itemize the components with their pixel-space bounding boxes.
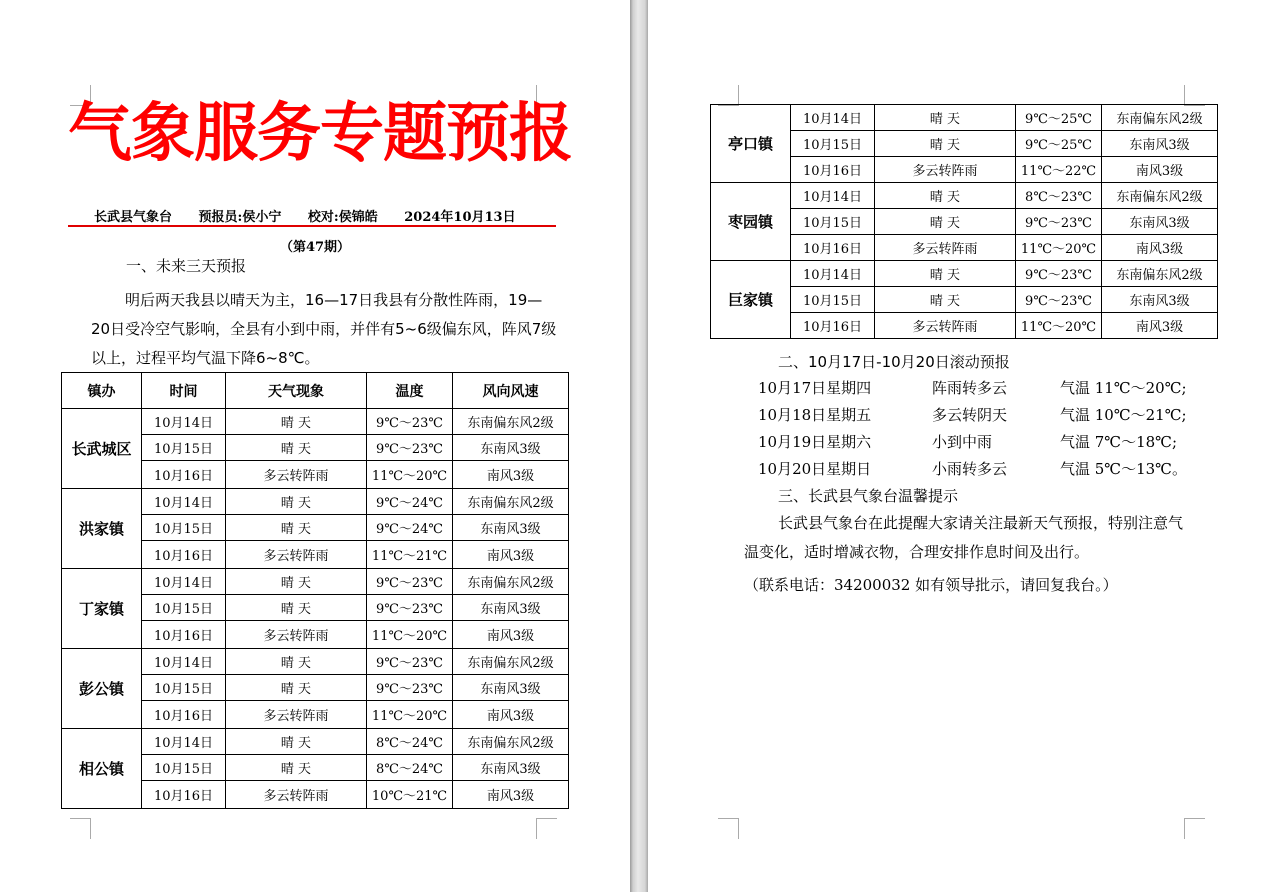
crop-mark — [1184, 85, 1205, 106]
weather-cell: 晴 天 — [226, 729, 367, 755]
weather-cell: 晴 天 — [875, 183, 1016, 209]
forecast-day: 10月19日星期六 — [758, 433, 872, 451]
temperature-cell: 11℃～20℃ — [367, 621, 453, 649]
temperature-cell: 9℃～24℃ — [367, 489, 453, 515]
weather-cell: 晴 天 — [226, 435, 367, 461]
forecast-weather: 小雨转多云 — [932, 460, 1008, 478]
table-row — [62, 489, 569, 515]
date-cell: 10月14日 — [142, 409, 226, 435]
wind-cell: 南风3级 — [1102, 235, 1218, 261]
date-cell: 10月14日 — [142, 649, 226, 675]
temperature-cell: 11℃～22℃ — [1016, 157, 1102, 183]
weather-cell: 多云转阵雨 — [226, 701, 367, 729]
temperature-cell: 9℃～23℃ — [367, 595, 453, 621]
weather-cell: 晴 天 — [875, 261, 1016, 287]
weather-cell: 晴 天 — [875, 287, 1016, 313]
date-cell: 10月15日 — [142, 595, 226, 621]
table-row — [62, 569, 569, 595]
crop-mark — [536, 818, 557, 839]
temperature-cell: 9℃～24℃ — [367, 515, 453, 541]
temperature-cell: 9℃～23℃ — [367, 435, 453, 461]
date-cell: 10月14日 — [142, 569, 226, 595]
weather-cell: 多云转阵雨 — [226, 541, 367, 569]
wind-cell: 东南偏东风2级 — [453, 569, 569, 595]
table-row — [711, 183, 1218, 209]
wind-cell: 东南偏东风2级 — [1102, 105, 1218, 131]
wind-cell: 南风3级 — [1102, 313, 1218, 339]
contact-note: （联系电话：34200032 如有领导批示，请回复我台。） — [744, 576, 1118, 594]
rolling-forecast-item — [758, 404, 1198, 424]
temperature-cell: 11℃～21℃ — [367, 541, 453, 569]
section3-paragraph: 长武县气象台在此提醒大家请关注最新天气预报，特别注意气温变化，适时增减衣物，合理安排作息时间及出行。 — [744, 514, 1184, 561]
temperature-cell: 9℃～23℃ — [1016, 287, 1102, 313]
temperature-cell: 10℃～21℃ — [367, 781, 453, 809]
header-town: 镇办 — [62, 373, 142, 409]
temperature-cell: 9℃～23℃ — [367, 569, 453, 595]
crop-mark — [1184, 818, 1205, 839]
forecast-temperature: 气温 5℃～13℃。 — [1060, 460, 1187, 478]
byline-date: 2024年10月13日 — [404, 210, 516, 225]
weather-cell: 晴 天 — [875, 131, 1016, 157]
date-cell: 10月16日 — [142, 781, 226, 809]
town-name: 长武城区 — [62, 409, 142, 489]
header-weather: 天气现象 — [226, 373, 367, 409]
table-row — [711, 105, 1218, 131]
wind-cell: 东南偏东风2级 — [453, 649, 569, 675]
byline — [94, 206, 538, 225]
weather-cell: 晴 天 — [226, 675, 367, 701]
forecast-temperature: 气温 7℃～18℃; — [1060, 433, 1178, 451]
town-name: 洪家镇 — [62, 489, 142, 569]
wind-cell: 东南偏东风2级 — [453, 729, 569, 755]
rolling-forecast-item — [758, 458, 1198, 478]
town-name: 枣园镇 — [711, 183, 791, 261]
wind-cell: 东南风3级 — [453, 595, 569, 621]
wind-cell: 东南偏东风2级 — [453, 409, 569, 435]
date-cell: 10月15日 — [791, 287, 875, 313]
page-gutter — [630, 0, 648, 892]
temperature-cell: 9℃～25℃ — [1016, 105, 1102, 131]
temperature-cell: 9℃～23℃ — [1016, 261, 1102, 287]
forecast-table-part1 — [61, 372, 569, 809]
wind-cell: 东南风3级 — [1102, 209, 1218, 235]
table-row — [711, 261, 1218, 287]
header-date: 时间 — [142, 373, 226, 409]
town-name: 丁家镇 — [62, 569, 142, 649]
date-cell: 10月14日 — [142, 729, 226, 755]
weather-cell: 多云转阵雨 — [875, 313, 1016, 339]
red-rule — [68, 225, 556, 227]
date-cell: 10月16日 — [142, 701, 226, 729]
date-cell: 10月14日 — [791, 261, 875, 287]
date-cell: 10月16日 — [791, 157, 875, 183]
forecast-day: 10月18日星期五 — [758, 406, 872, 424]
temperature-cell: 8℃～23℃ — [1016, 183, 1102, 209]
byline-agency: 长武县气象台 — [94, 210, 173, 225]
table-row — [62, 649, 569, 675]
weather-cell: 多云转阵雨 — [226, 621, 367, 649]
wind-cell: 南风3级 — [453, 701, 569, 729]
table-row — [62, 729, 569, 755]
date-cell: 10月15日 — [791, 209, 875, 235]
weather-cell: 晴 天 — [226, 515, 367, 541]
weather-cell: 晴 天 — [875, 105, 1016, 131]
date-cell: 10月15日 — [142, 515, 226, 541]
wind-cell: 东南风3级 — [1102, 287, 1218, 313]
temperature-cell: 9℃～23℃ — [1016, 209, 1102, 235]
date-cell: 10月16日 — [142, 621, 226, 649]
forecast-weather: 阵雨转多云 — [932, 379, 1008, 397]
town-name: 亭口镇 — [711, 105, 791, 183]
temperature-cell: 11℃～20℃ — [367, 461, 453, 489]
weather-cell: 多云转阵雨 — [875, 235, 1016, 261]
date-cell: 10月16日 — [791, 313, 875, 339]
wind-cell: 东南风3级 — [453, 515, 569, 541]
table-header-row — [62, 373, 569, 409]
section1-heading: 一、未来三天预报 — [126, 257, 247, 275]
forecast-weather: 小到中雨 — [932, 433, 993, 451]
temperature-cell: 11℃～20℃ — [1016, 235, 1102, 261]
weather-cell: 晴 天 — [226, 755, 367, 781]
rolling-forecast-item — [758, 431, 1198, 451]
wind-cell: 东南风3级 — [1102, 131, 1218, 157]
wind-cell: 南风3级 — [453, 541, 569, 569]
wind-cell: 南风3级 — [453, 781, 569, 809]
wind-cell: 南风3级 — [453, 621, 569, 649]
date-cell: 10月16日 — [142, 461, 226, 489]
crop-mark — [718, 85, 739, 106]
issue-number: （第47期） — [279, 240, 351, 255]
temperature-cell: 11℃～20℃ — [1016, 313, 1102, 339]
weather-cell: 多云转阵雨 — [875, 157, 1016, 183]
date-cell: 10月16日 — [791, 235, 875, 261]
date-cell: 10月15日 — [142, 755, 226, 781]
forecast-day: 10月20日星期日 — [758, 460, 872, 478]
weather-cell: 晴 天 — [875, 209, 1016, 235]
weather-cell: 多云转阵雨 — [226, 781, 367, 809]
temperature-cell: 9℃～23℃ — [367, 409, 453, 435]
town-name: 巨家镇 — [711, 261, 791, 339]
forecast-weather: 多云转阴天 — [932, 406, 1008, 424]
weather-cell: 晴 天 — [226, 649, 367, 675]
temperature-cell: 11℃～20℃ — [367, 701, 453, 729]
wind-cell: 东南偏东风2级 — [1102, 261, 1218, 287]
date-cell: 10月15日 — [142, 675, 226, 701]
wind-cell: 南风3级 — [1102, 157, 1218, 183]
weather-cell: 晴 天 — [226, 595, 367, 621]
wind-cell: 东南偏东风2级 — [1102, 183, 1218, 209]
forecast-table-part2 — [710, 104, 1218, 339]
temperature-cell: 9℃～23℃ — [367, 649, 453, 675]
wind-cell: 东南风3级 — [453, 435, 569, 461]
temperature-cell: 8℃～24℃ — [367, 729, 453, 755]
forecast-temperature: 气温 10℃～21℃; — [1060, 406, 1187, 424]
table-row — [62, 409, 569, 435]
town-name: 彭公镇 — [62, 649, 142, 729]
section3-heading: 三、长武县气象台温馨提示 — [778, 487, 959, 505]
date-cell: 10月14日 — [791, 105, 875, 131]
temperature-cell: 9℃～23℃ — [367, 675, 453, 701]
date-cell: 10月15日 — [142, 435, 226, 461]
date-cell: 10月15日 — [791, 131, 875, 157]
section1-paragraph: 明后两天我县以晴天为主，16—17日我县有分散性阵雨，19—20日受冷空气影响，全县有小到中雨，并伴有5~6级偏东风，阵风7级以上，过程平均气温下降6~8℃。 — [91, 291, 557, 367]
town-name: 相公镇 — [62, 729, 142, 809]
forecast-temperature: 气温 11℃～20℃; — [1060, 379, 1187, 397]
date-cell: 10月14日 — [142, 489, 226, 515]
weather-cell: 晴 天 — [226, 489, 367, 515]
header-wind: 风向风速 — [453, 373, 569, 409]
crop-mark — [718, 818, 739, 839]
temperature-cell: 9℃～25℃ — [1016, 131, 1102, 157]
weather-cell: 晴 天 — [226, 409, 367, 435]
temperature-cell: 8℃～24℃ — [367, 755, 453, 781]
wind-cell: 东南风3级 — [453, 755, 569, 781]
header-temperature: 温度 — [367, 373, 453, 409]
forecast-day: 10月17日星期四 — [758, 379, 872, 397]
byline-forecaster: 预报员:侯小宁 — [198, 210, 282, 225]
crop-mark — [70, 818, 91, 839]
date-cell: 10月14日 — [791, 183, 875, 209]
wind-cell: 南风3级 — [453, 461, 569, 489]
weather-cell: 晴 天 — [226, 569, 367, 595]
weather-cell: 多云转阵雨 — [226, 461, 367, 489]
wind-cell: 东南风3级 — [453, 675, 569, 701]
section2-heading: 二、10月17日-10月20日滚动预报 — [778, 353, 1010, 371]
wind-cell: 东南偏东风2级 — [453, 489, 569, 515]
date-cell: 10月16日 — [142, 541, 226, 569]
rolling-forecast-item — [758, 377, 1198, 397]
document-title: 气象服务专题预报 — [68, 96, 572, 171]
document-page-1 — [0, 0, 630, 892]
byline-proofreader: 校对:侯锦皓 — [307, 210, 378, 225]
